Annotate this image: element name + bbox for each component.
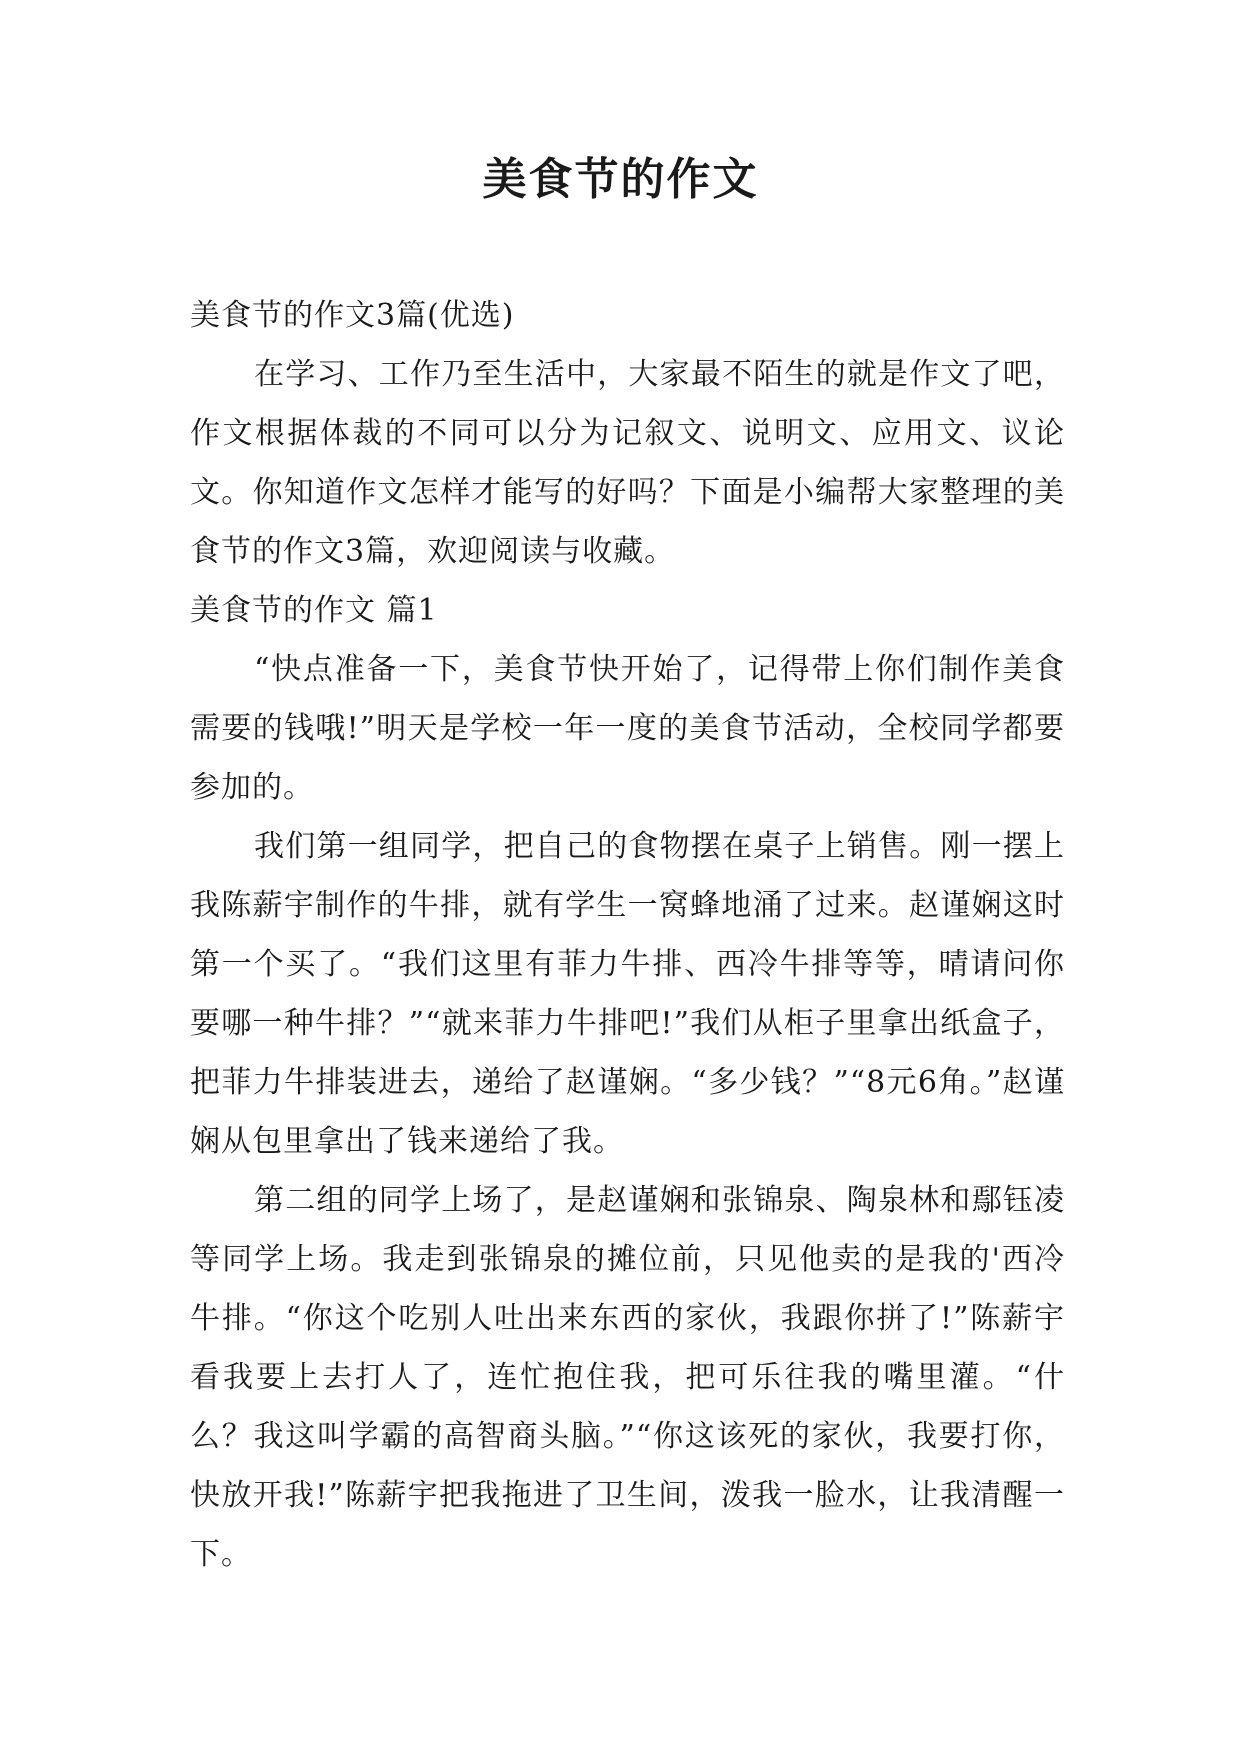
document-body	[190, 286, 1065, 1584]
document-title: 美食节的作文	[482, 154, 759, 205]
intro-paragraph: 在学习、工作乃至生活中，大家最不陌生的就是作文了吧，作文根据体裁的不同可以分为记叙文、说明文、应用文、议论文。你知道作文怎样才能写的好吗？下面是小编帮大家整理的美食节的作文3篇，欢迎阅读与收藏。	[190, 357, 1065, 569]
section-heading: 美食节的作文 篇1	[190, 593, 438, 628]
body-paragraph: 第二组的同学上场了，是赵谨娴和张锦泉、陶泉林和鄢钰凌等同学上场。我走到张锦泉的摊位前，只见他卖的是我的'西冷牛排。“你这个吃别人吐出来东西的家伙，我跟你拼了!”陈薪宇看我要上去打人了，连忙抱住我，把可乐往我的嘴里灌。“什么？我这叫学霸的高智商头脑。”“你这该死的家伙，我要打你，快放开我!”陈薪宇把我拖进了卫生间，泼我一脸水，让我清醒一下。	[190, 1183, 1065, 1572]
body-paragraph: 我们第一组同学，把自己的食物摆在桌子上销售。刚一摆上我陈薪宇制作的牛排，就有学生一窝蜂地涌了过来。赵谨娴这时第一个买了。“我们这里有菲力牛排、西冷牛排等等，晴请问你要哪一种牛排？”“就来菲力牛排吧!”我们从柜子里拿出纸盒子，把菲力牛排装进去，递给了赵谨娴。“多少钱？”“8元6角。”赵谨娴从包里拿出了钱来递给了我。	[190, 829, 1065, 1159]
subtitle-line: 美食节的作文3篇(优选)	[190, 298, 515, 333]
body-paragraph: “快点准备一下，美食节快开始了，记得带上你们制作美食需要的钱哦!”明天是学校一年一度的美食节活动，全校同学都要参加的。	[190, 652, 1065, 805]
